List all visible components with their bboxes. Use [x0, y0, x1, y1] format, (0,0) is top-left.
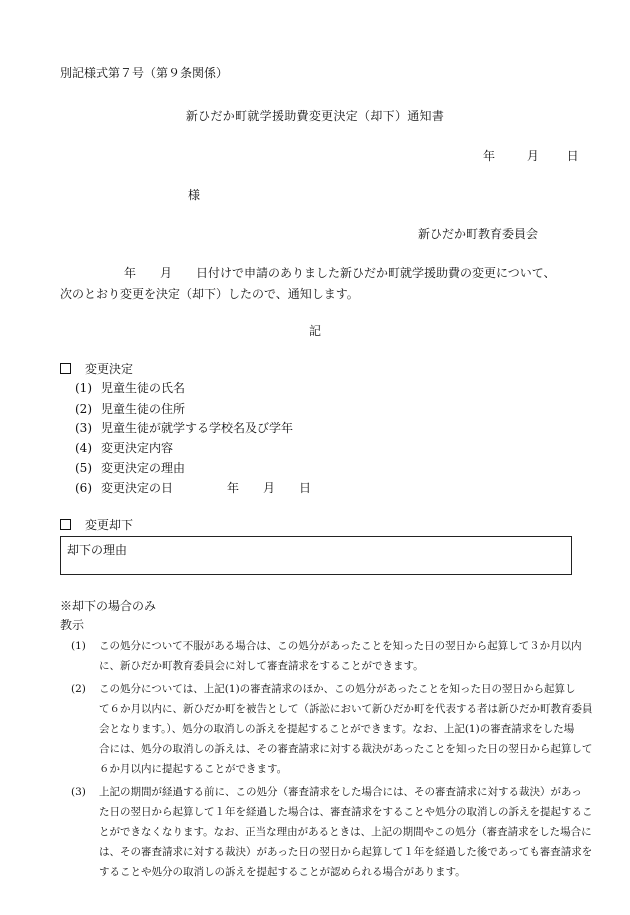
note-line: この処分について不服がある場合は、この処分があったことを知った日の翌日から起算して３か月以内 [99, 640, 582, 652]
decision-item [75, 381, 185, 396]
rejection-heading [60, 518, 133, 533]
item-label: 児童生徒が就学する学校名及び学年 [101, 421, 294, 435]
decision-item [75, 461, 185, 476]
sender: 新ひだか町教育委員会 [418, 227, 539, 241]
note-line: ６か月以内に提起することができます。 [99, 763, 288, 775]
note-line: 上記の期間が経過する前に、この処分（審査請求をした場合には、その審査請求に対する裁決）があっ [99, 786, 582, 798]
instruction-heading: 教示 [60, 618, 85, 632]
issue-date-month: 月 [526, 149, 539, 163]
item-label: 児童生徒の住所 [101, 402, 186, 416]
note-line: は、その審査請求に対する裁決）があった日の翌日から起算して１年を経過した後であっても審査請求を [99, 846, 593, 858]
instruction-note [71, 636, 582, 676]
note-line: た日の翌日から起算して１年を経過した場合は、審査請求をすることや処分の取消しの訴えを提起するこ [99, 806, 593, 818]
item-label: 変更決定の理由 [101, 461, 186, 475]
item-number: (1) [75, 381, 92, 395]
rejection-only-note: ※却下の場合のみ [60, 599, 157, 613]
note-number: (2) [71, 683, 86, 695]
issue-date [483, 149, 579, 164]
note-line: することや処分の取消しの訴えを提起することが認められる場合があります。 [99, 866, 466, 878]
note-line: 会となります。）、処分の取消しの訴えを提起することができます。なお、上記(1)の審査請求をした場 [99, 723, 575, 735]
item-number: (3) [75, 421, 92, 435]
item-number: (5) [75, 461, 92, 475]
issue-date-year: 年 [483, 149, 496, 163]
note-line: 合には、処分の取消しの訴えは、その審査請求に対する裁決があったことを知った日の翌日から起算して [99, 743, 593, 755]
decision-item [75, 421, 293, 436]
instruction-notes [71, 636, 593, 882]
decision-date-year: 年 [227, 481, 240, 495]
rejection-heading-label: 変更却下 [85, 518, 134, 532]
decision-item [75, 441, 173, 456]
note-text [99, 782, 593, 882]
item-label: 変更決定の日 [101, 481, 174, 495]
issue-date-day: 日 [566, 149, 579, 163]
decision-heading [60, 362, 133, 377]
note-text [99, 679, 593, 779]
ki-heading: 記 [308, 324, 321, 338]
rejection-reason-box[interactable] [60, 536, 572, 575]
note-line: に、新ひだか町教育委員会に対して審査請求をすることができます。 [99, 660, 424, 672]
addressee: 様 [188, 188, 201, 202]
document-title: 新ひだか町就学援助費変更決定（却下）通知書 [185, 109, 445, 123]
body-text-line-2: 次のとおり変更を決定（却下）したので、通知します。 [60, 287, 359, 301]
instruction-note [71, 782, 593, 882]
form-number: 別記様式第７号（第９条関係） [60, 66, 229, 80]
body-text-line-1: 年 月 日付けで申請のありました新ひだか町就学援助費の変更について、 [124, 266, 556, 280]
item-label: 変更決定内容 [101, 441, 174, 455]
decision-date [227, 481, 311, 495]
item-number: (6) [75, 481, 92, 495]
rejection-checkbox[interactable] [60, 519, 71, 530]
note-line: この処分については、上記(1)の審査請求のほか、この処分があったことを知った日の翌日から起算し [99, 683, 576, 695]
decision-item [75, 481, 311, 496]
item-label: 児童生徒の氏名 [101, 381, 186, 395]
note-line: て６か月以内に、新ひだか町を被告として（訴訟において新ひだか町を代表する者は新ひだか町教育委員 [99, 703, 593, 715]
item-number: (2) [75, 402, 92, 416]
note-number: (1) [71, 640, 86, 652]
decision-date-month: 月 [263, 481, 276, 495]
decision-checkbox[interactable] [60, 363, 71, 374]
decision-heading-label: 変更決定 [85, 362, 134, 376]
rejection-reason-label: 却下の理由 [67, 543, 128, 557]
note-text [99, 636, 582, 676]
note-number: (3) [71, 786, 86, 798]
instruction-note [71, 679, 593, 779]
item-number: (4) [75, 441, 92, 455]
decision-item [75, 402, 185, 417]
note-line: とができなくなります。なお、正当な理由があるときは、上記の期間やこの処分（審査請求をした場合に [99, 826, 592, 838]
decision-date-day: 日 [299, 481, 312, 495]
